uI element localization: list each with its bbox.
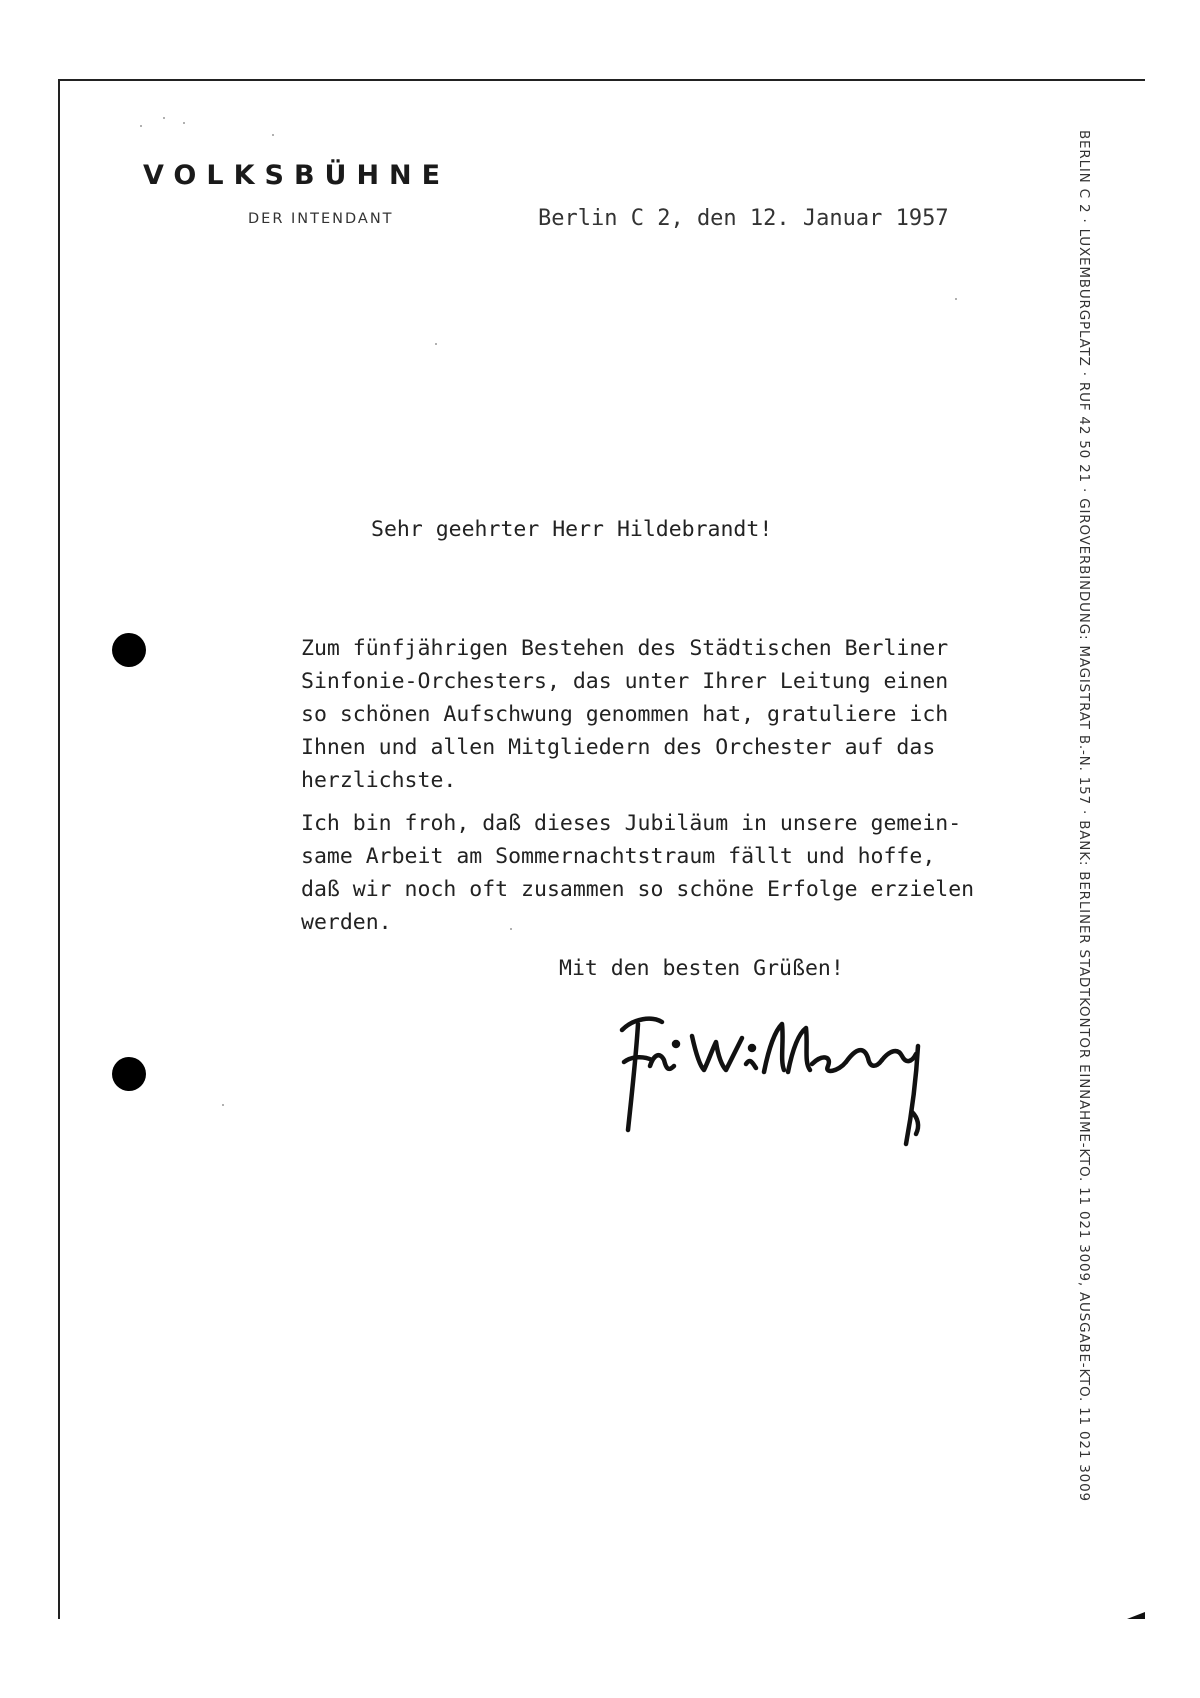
body-line: Ich bin froh, daß dieses Jubiläum in unsere gemein-	[301, 811, 962, 836]
date-line: Berlin C 2, den 12. Januar 1957	[538, 206, 949, 231]
body-line: so schönen Aufschwung genommen hat, gratuliere ich	[301, 702, 949, 727]
salutation: Sehr geehrter Herr Hildebrandt!	[371, 517, 773, 542]
closing: Mit den besten Grüßen!	[559, 956, 844, 981]
letter-body	[301, 632, 1041, 939]
punch-hole	[112, 633, 146, 667]
page-border-top	[58, 79, 1145, 81]
paragraph-1	[301, 632, 1041, 797]
page-border-left	[58, 79, 60, 1619]
letterhead-subtitle: DER INTENDANT	[248, 211, 394, 227]
body-line: Ihnen und allen Mitgliedern des Orchester auf das	[301, 735, 936, 760]
body-line: Zum fünfjährigen Bestehen des Städtischen Berliner	[301, 636, 949, 661]
corner-mark	[1127, 1612, 1145, 1619]
body-line: daß wir noch oft zusammen so schöne Erfolge erzielen	[301, 877, 975, 902]
body-line: same Arbeit am Sommernachtstraum fällt und hoffe,	[301, 844, 936, 869]
body-line: Sinfonie-Orchesters, das unter Ihrer Leitung einen	[301, 669, 949, 694]
paragraph-2	[301, 807, 1041, 939]
body-line: werden.	[301, 910, 392, 935]
handwritten-signature	[612, 1002, 962, 1152]
letterhead-footer-vertical: BERLIN C 2 · LUXEMBURGPLATZ · RUF 42 50 21 · GIROVERBINDUNG: MAGISTRAT B.-N. 157 · BANK: BERLINER STADTKONTOR EINNAHME-KTO. 11 021 3009, AUSGABE-KTO. 11 021 3009	[1076, 130, 1092, 1502]
punch-hole	[112, 1057, 146, 1091]
body-line: herzlichste.	[301, 768, 457, 793]
letterhead-title: VOLKSBÜHNE	[143, 160, 451, 191]
